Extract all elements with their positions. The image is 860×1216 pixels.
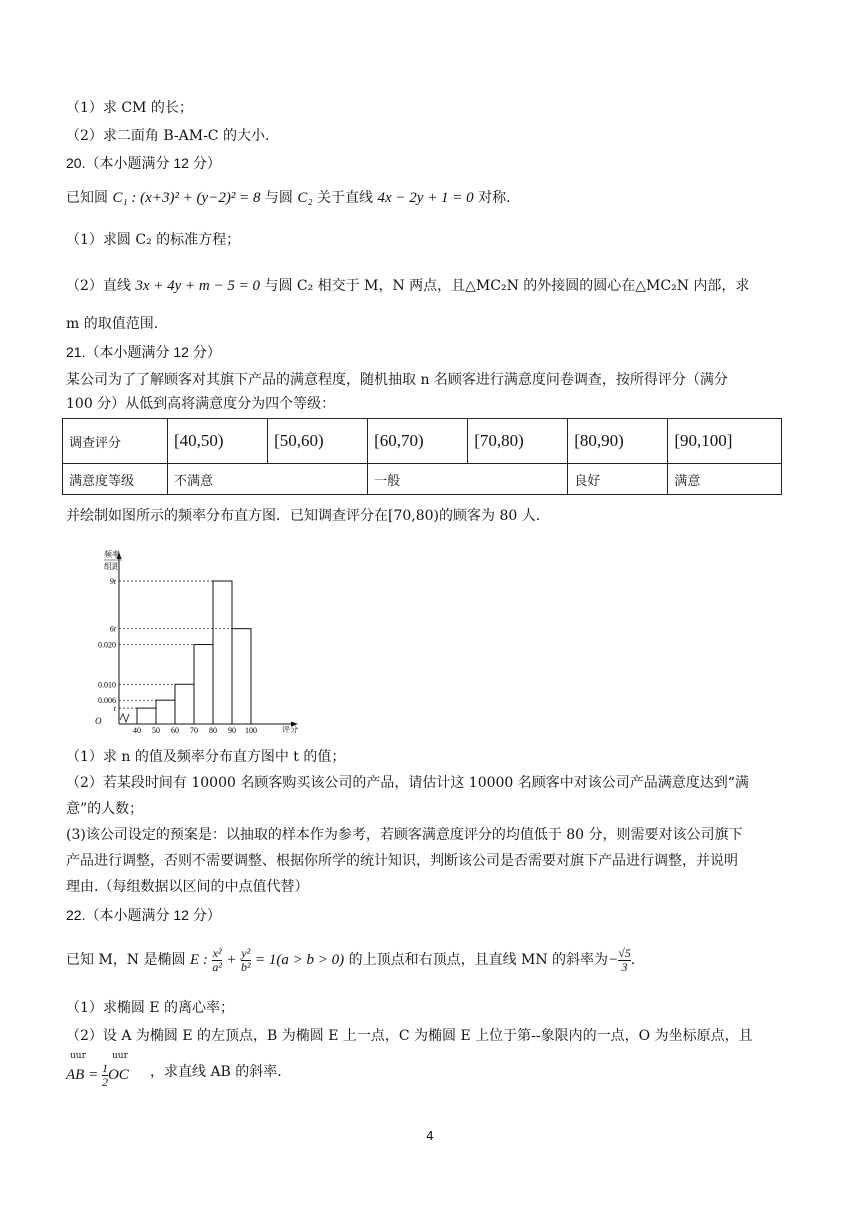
frac-denominator: a² — [212, 959, 222, 974]
frac-denominator: b² — [240, 959, 251, 974]
table-cell-level: 不满意 — [168, 464, 368, 495]
q21-part1: （1）求 n 的值及频率分布直方图中 t 的值； — [66, 749, 346, 765]
q22-stem-text-c: . — [630, 952, 636, 968]
histogram-bar — [213, 581, 232, 724]
q21-header: 21.（本小题满分 12 分） — [66, 344, 221, 360]
q20-part2-text-a: （2）直线 — [66, 278, 136, 294]
table-cell-header: 调查评分 — [63, 419, 168, 464]
histogram-bar — [137, 708, 156, 724]
y-tick-label: 0.006 — [98, 696, 116, 706]
table-row-scores — [63, 419, 782, 464]
vector-arrow-ab: uur — [70, 1051, 86, 1061]
table-cell-interval: [60,70) — [368, 419, 468, 464]
q22-frac-x — [212, 947, 222, 974]
y-tick-label: 6t — [109, 624, 116, 634]
table-cell-interval: [40,50) — [168, 419, 268, 464]
q22-part2-tail: ，求直线 AB 的斜率. — [150, 1064, 282, 1080]
table-cell-interval: [50,60) — [268, 419, 368, 464]
frac-numerator: 1 — [101, 1061, 108, 1075]
histogram-bar — [232, 629, 251, 724]
q22-part2-line2 — [66, 1050, 794, 1094]
vector-arrow-oc: uur — [112, 1051, 128, 1061]
origin-label: O — [95, 716, 102, 726]
q20-stem — [66, 188, 794, 208]
q20-stem-text-a: 已知圆 — [66, 190, 113, 206]
y-tick-label: 0.010 — [98, 680, 116, 690]
q20-stem-text-c: 关于直线 — [312, 190, 378, 206]
table-cell-level: 一般 — [368, 464, 568, 495]
x-tick-label: 50 — [152, 726, 160, 735]
x-tick-label: 100 — [245, 726, 257, 735]
table-cell-interval: [70,80) — [468, 419, 568, 464]
q22-ellipse-label: E : — [189, 952, 208, 968]
q21-part3-line2: 产品进行调整，否则不需要调整、根据你所学的统计知识，判断该公司是否需要对旗下产品进行调整，并说明 — [66, 853, 738, 869]
frac-numerator: √5 — [618, 945, 631, 960]
q21-part3-line3: 理由.（每组数据以区间的中点值代替） — [66, 879, 309, 895]
frequency-histogram — [82, 548, 302, 736]
axis-break-icon — [120, 714, 129, 722]
q20-circle-c2: C₂ — [297, 190, 313, 206]
q22-stem-text-b: 的上顶点和右顶点，且直线 MN 的斜率为 — [344, 952, 609, 968]
q20-part2-text-b: 与圆 C₂ 相交于 M，N 两点，且△MC₂N 的外接圆的圆心在△MC₂N 内部，求 — [260, 278, 750, 294]
q20-line-equation: 4x − 2y + 1 = 0 — [377, 190, 474, 206]
table-row-levels — [63, 464, 782, 495]
q20-circle-c1-equation: C₁ : (x+3)² + (y−2)² = 8 — [112, 190, 261, 206]
x-tick-label: 90 — [228, 726, 236, 735]
histogram-bar — [175, 684, 194, 724]
q20-part2-cont: m 的取值范围. — [66, 316, 159, 332]
q21-stem-line2: 100 分）从低到高将满意度分为四个等级： — [66, 396, 336, 412]
frac-denominator: 2 — [101, 1075, 108, 1089]
table-cell-interval: [90,100] — [668, 419, 782, 464]
minus-sign: − — [608, 952, 619, 968]
q21-stem-line1: 某公司为了了解顾客对其旗下产品的满意程度，随机抽取 n 名顾客进行满意度问卷调查，按所得评分（满分 — [66, 372, 728, 388]
x-tick-label: 70 — [190, 726, 198, 735]
x-tick-label: 60 — [171, 726, 179, 735]
vector-oc: OC — [107, 1066, 129, 1083]
q22-part1: （1）求椭圆 E 的离心率； — [66, 1000, 235, 1016]
y-tick-label: 0.020 — [98, 640, 116, 650]
q20-part2-line-equation: 3x + 4y + m − 5 = 0 — [135, 278, 260, 294]
q20-header: 20.（本小题满分 12 分） — [66, 155, 221, 171]
frac-numerator: x² — [212, 945, 222, 960]
q22-frac-y — [241, 947, 251, 974]
y-label-top: 频率 — [104, 550, 120, 559]
q21-part2-line1: （2）若某段时间有 10000 名顾客购买该公司的产品，请估计这 10000 名顾客中对该公司产品满意度达到“满 — [66, 775, 749, 791]
frac-denominator: 3 — [618, 960, 631, 974]
q20-part2 — [66, 276, 794, 296]
q22-header: 22.（本小题满分 12 分） — [66, 907, 221, 923]
q22-slope-fraction — [618, 947, 631, 974]
x-axis-label: 评分 — [282, 725, 298, 734]
q21-part2-line2: 意”的人数； — [66, 801, 144, 817]
q20-stem-text-b: 与圆 — [260, 190, 298, 206]
q21-after-table: 并绘制如图所示的频率分布直方图．已知调查评分在[70,80)的顾客为 80 人. — [66, 508, 541, 524]
x-tick-label: 80 — [209, 726, 217, 735]
q22-stem — [66, 945, 794, 987]
q22-stem-text-a: 已知 M，N 是椭圆 — [66, 952, 190, 968]
x-tick-label: 40 — [133, 726, 141, 735]
plus-sign: + — [226, 952, 237, 968]
q22-vector-equation: AB = $\frac{1}{2}$ OC — [66, 1061, 129, 1089]
q22-part2-line1: （2）设 A 为椭圆 E 的左顶点，B 为椭圆 E 上一点，C 为椭圆 E 上位于第--象限内的一点，O 为坐标原点，且 — [66, 1028, 753, 1044]
table-cell-level: 良好 — [568, 464, 668, 495]
q19-part1: （1）求 CM 的长； — [66, 100, 193, 116]
q20-part1: （1）求圆 C₂ 的标准方程； — [66, 232, 241, 248]
table-cell-level: 满意 — [668, 464, 782, 495]
y-tick-label: 9t — [109, 577, 116, 586]
y-label-bottom: 组距 — [104, 562, 120, 571]
q19-part2: （2）求二面角 B-AM-C 的大小. — [66, 128, 270, 144]
table-cell-interval: [80,90) — [568, 419, 668, 464]
frac-numerator: y² — [241, 945, 251, 960]
satisfaction-table — [62, 418, 782, 495]
histogram-bar — [194, 645, 213, 724]
q21-part3-line1: (3)该公司设定的预案是：以抽取的样本作为参考，若顾客满意度评分的均值低于 80 分，则需要对该公司旗下 — [66, 827, 743, 843]
histogram-bar — [156, 700, 175, 724]
page-number: 4 — [426, 1129, 434, 1143]
q22-ellipse-condition: = 1(a > b > 0) — [255, 952, 345, 968]
vector-ab: AB — [66, 1066, 85, 1083]
y-tick-label: t — [113, 704, 116, 714]
table-cell-header: 满意度等级 — [63, 464, 168, 495]
q20-stem-text-d: 对称. — [473, 190, 511, 206]
